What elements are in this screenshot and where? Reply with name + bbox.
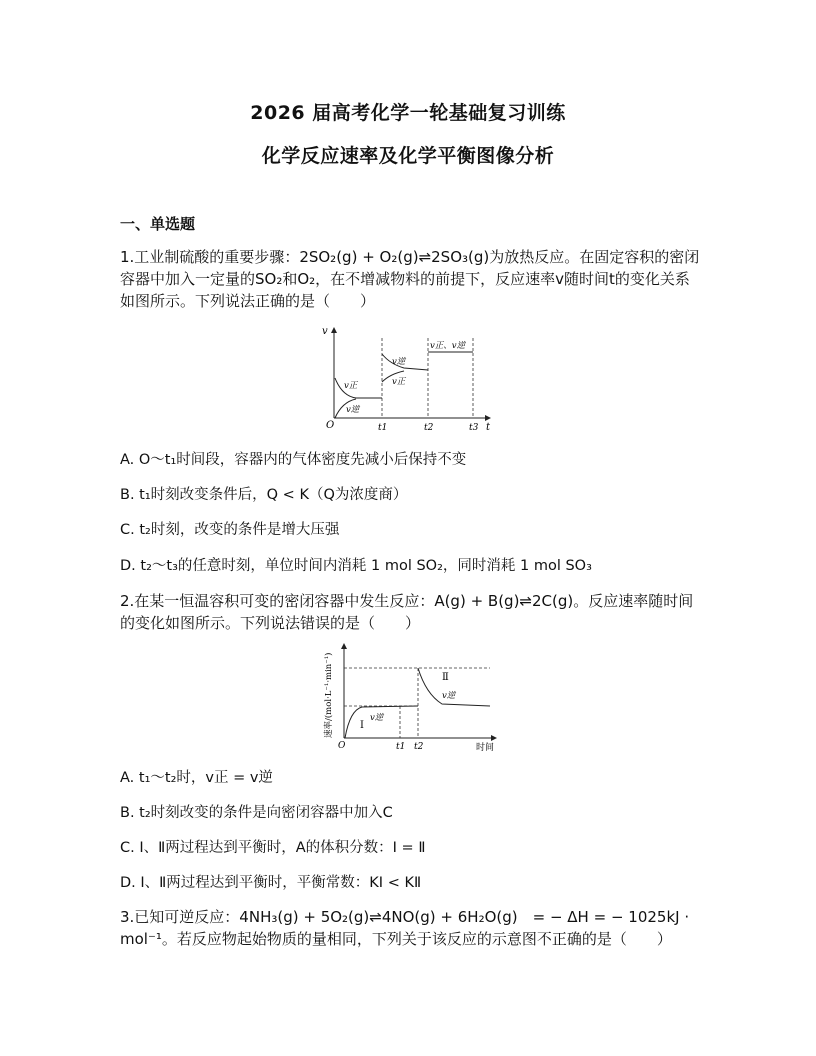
q1-tick-t1: t1 bbox=[378, 423, 388, 433]
q1-option-d: D. t₂～t₃的任意时刻，单位时间内消耗 1 mol SO₂，同时消耗 1 mol SO₃ bbox=[120, 558, 592, 574]
q2-label-v-reverse-1: v逆 bbox=[370, 713, 384, 723]
question-2-stem: 2.在某一恒温容积可变的密闭容器中发生反应：A(g) + B(g)⇌2C(g)。反应速率随时间的变化如图所示。下列说法错误的是（ ） bbox=[120, 592, 694, 632]
q1-y-axis-label: v bbox=[322, 326, 328, 337]
section-heading: 一、单选题 bbox=[120, 215, 196, 233]
q1-v-forward-curve-1 bbox=[335, 378, 382, 398]
q1-option-c: C. t₂时刻，改变的条件是增大压强 bbox=[120, 522, 340, 538]
q1-label-v-reverse-1: v逆 bbox=[346, 405, 360, 415]
q2-origin-label: O bbox=[338, 741, 346, 751]
question-2-rate-time-graph bbox=[318, 638, 504, 756]
question-1-stem: 1.工业制硫酸的重要步骤：2SO₂(g) + O₂(g)⇌2SO₃(g)为放热反应。在固定容积的密闭容器中加入一定量的SO₂和O₂，在不增减物料的前提下，反应速率v随时间t的变化关系如图所示。下列说法正确的是（ ） bbox=[120, 248, 700, 310]
q1-label-v-forward-2: v正 bbox=[392, 377, 406, 387]
q1-option-b: B. t₁时刻改变条件后，Q < K（Q为浓度商） bbox=[120, 487, 408, 503]
q2-option-c: C. Ⅰ、Ⅱ两过程达到平衡时，A的体积分数：Ⅰ = Ⅱ bbox=[120, 840, 426, 856]
question-1-rate-time-graph bbox=[318, 322, 498, 434]
q2-option-d: D. Ⅰ、Ⅱ两过程达到平衡时，平衡常数：KⅠ < KⅡ bbox=[120, 875, 422, 891]
q2-y-axis-label: 速率/(mol·L⁻¹·min⁻¹) bbox=[324, 652, 334, 738]
q1-label-v-reverse-2: v逆 bbox=[392, 357, 406, 367]
q1-x-axis-label: t bbox=[486, 422, 491, 433]
q1-option-a: A. O～t₁时间段，容器内的气体密度先减小后保持不变 bbox=[120, 452, 467, 468]
q1-label-v-forward-1: v正 bbox=[344, 381, 358, 391]
q1-origin-label: O bbox=[326, 420, 335, 431]
q2-label-v-reverse-2: v逆 bbox=[442, 691, 456, 701]
document-subtitle: 化学反应速率及化学平衡图像分析 bbox=[261, 145, 555, 167]
q1-tick-t2: t2 bbox=[424, 423, 434, 433]
q2-x-axis-label: 时间 bbox=[476, 743, 495, 753]
question-3-stem: 3.已知可逆反应：4NH₃(g) + 5O₂(g)⇌4NO(g) + 6H₂O(g) = − ΔH = − 1025kJ · mol⁻¹。若反应物起始物质的量相同，下列关于该反应的示意图不正确的是（ ） bbox=[120, 908, 690, 948]
q2-label-process-2: Ⅱ bbox=[442, 672, 449, 683]
q2-label-process-1: Ⅰ bbox=[360, 720, 364, 731]
document-title: 2026 届高考化学一轮基础复习训练 bbox=[250, 102, 566, 124]
q1-tick-t3: t3 bbox=[469, 423, 479, 433]
q2-option-a: A. t₁～t₂时，v正 = v逆 bbox=[120, 770, 273, 786]
q2-option-b: B. t₂时刻改变的条件是向密闭容器中加入C bbox=[120, 805, 393, 821]
q1-label-v-both: v正、v逆 bbox=[430, 341, 466, 351]
q2-tick-t1: t1 bbox=[396, 742, 406, 752]
q2-tick-t2: t2 bbox=[414, 742, 424, 752]
